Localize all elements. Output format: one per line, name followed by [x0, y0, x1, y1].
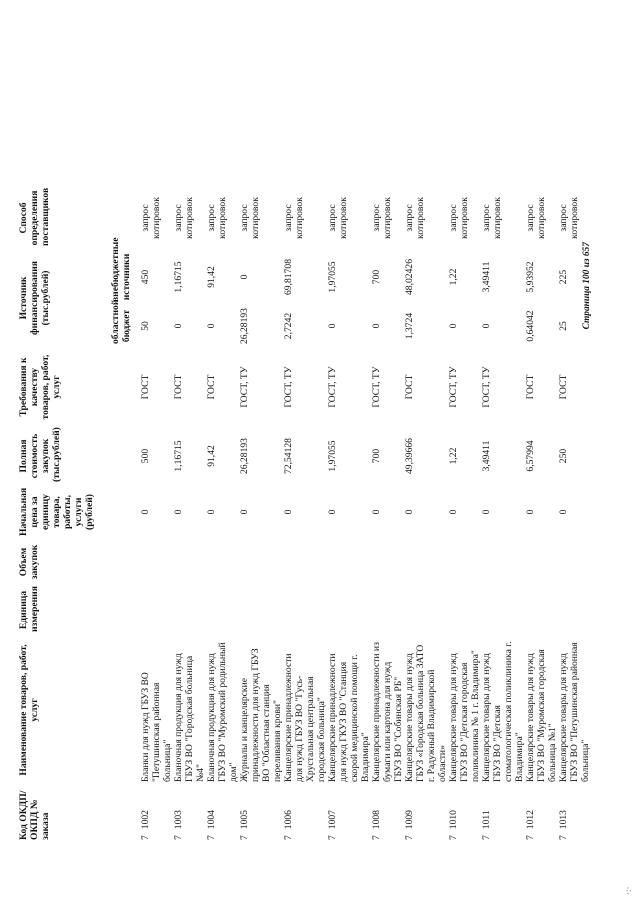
row-source-extra: 48,02426	[404, 259, 415, 295]
row-requirements: ГОСТ	[525, 374, 536, 400]
row-code-prefix: 7	[327, 835, 338, 840]
header-name: Наименование товаров, работ, услуг	[18, 644, 40, 776]
row-code-prefix: 7	[239, 835, 250, 840]
table-row	[206, 187, 239, 843]
row-source-extra: 450	[140, 269, 151, 285]
row-requirements: ГОСТ	[140, 374, 151, 400]
row-code	[371, 785, 404, 843]
row-full-cost: 26,28193	[239, 438, 250, 474]
row-volume	[481, 539, 525, 585]
row-full-cost: 700	[371, 448, 382, 464]
row-start-price: 0	[173, 509, 184, 515]
table-row	[371, 187, 404, 843]
row-code-prefix: 7	[448, 835, 459, 840]
row-unit	[448, 585, 481, 635]
row-source-regional: 0,64042	[525, 310, 536, 342]
row-start-price: 0	[206, 509, 217, 515]
row-start-price: 0	[558, 509, 569, 515]
row-start-price: 0	[140, 509, 151, 515]
row-requirements: ГОСТ	[206, 374, 217, 400]
table-row	[525, 187, 558, 843]
row-code-prefix: 7	[525, 835, 536, 840]
row-method: запрос котировок	[525, 197, 547, 239]
row-name: Журналы и канцелярские принадлежности для нужд ГБУЗ ВО "Областная станция переливания крови"	[239, 648, 283, 782]
row-number: 1003	[173, 810, 184, 830]
row-method: запрос котировок	[558, 197, 580, 239]
row-number: 1005	[239, 810, 250, 830]
row-volume	[283, 539, 327, 585]
row-code-prefix: 7	[481, 835, 492, 840]
row-number: 1010	[448, 810, 459, 830]
row-number: 1013	[558, 810, 569, 830]
row-name: Канцелярские товары для нужд ГБУЗ ВО "Муромская городская больница №1"	[525, 649, 558, 782]
row-source-extra: 91,42	[206, 266, 217, 288]
row-name: Канцелярские товары для нужд ГБУЗ ВО "Детская городская поликлиника № 1 г. Владимира"	[448, 650, 481, 782]
row-number: 1011	[481, 810, 492, 830]
row-volume	[525, 539, 558, 585]
row-volume	[206, 539, 239, 585]
row-start-price: 0	[481, 509, 492, 515]
row-source-regional: 26,28193	[239, 308, 250, 344]
row-method: запрос котировок	[173, 197, 195, 239]
header-volume: Объем закупок	[18, 544, 40, 580]
row-volume	[173, 539, 206, 585]
row-number: 1002	[140, 810, 151, 830]
table-row	[173, 187, 206, 843]
row-number: 1004	[206, 810, 217, 830]
table-row	[481, 187, 525, 843]
table-row	[448, 187, 481, 843]
row-start-price: 0	[404, 509, 415, 515]
row-start-price: 0	[525, 509, 536, 515]
row-start-price: 0	[327, 509, 338, 515]
row-method: запрос котировок	[283, 197, 305, 239]
row-source-regional: 0	[327, 323, 338, 329]
row-code-prefix: 7	[558, 835, 569, 840]
row-method: запрос котировок	[239, 197, 261, 239]
row-requirements: ГОСТ	[558, 374, 569, 400]
row-method: запрос котировок	[140, 197, 162, 239]
row-number: 1007	[327, 810, 338, 830]
row-name: Бланки для нужд ГБУЗ ВО "Петушинская районная больница"	[140, 672, 173, 782]
row-method: запрос котировок	[327, 197, 349, 239]
row-volume	[239, 539, 283, 585]
row-unit	[404, 585, 448, 635]
row-method: запрос котировок	[404, 197, 426, 239]
row-code-prefix: 7	[206, 835, 217, 840]
row-unit	[173, 585, 206, 635]
row-full-cost: 250	[558, 448, 569, 464]
row-code	[239, 785, 283, 843]
row-unit	[371, 585, 404, 635]
header-code: Код ОКДП/ ОКПД № заказа	[18, 790, 51, 840]
row-source-regional: 0	[371, 323, 382, 329]
row-name: Канцелярские принадлежности для нужд ГКУЗ ВО "Станция скорой медицинской помощи г. Владимира"	[327, 653, 371, 782]
row-volume	[371, 539, 404, 585]
row-source-extra: 700	[371, 269, 382, 285]
row-number: 1006	[283, 810, 294, 830]
row-code	[327, 785, 371, 843]
row-full-cost: 6,57994	[525, 440, 536, 472]
row-full-cost: 1,16715	[173, 440, 184, 472]
row-method: запрос котировок	[371, 197, 393, 239]
row-unit	[140, 585, 173, 635]
row-source-regional: 0	[173, 323, 184, 329]
row-code-prefix: 7	[404, 835, 415, 840]
row-source-extra: 1,16715	[173, 261, 184, 293]
row-code	[206, 785, 239, 843]
header-source-regional: областной бюджет	[110, 299, 132, 344]
row-requirements: ГОСТ, ТУ	[371, 366, 382, 408]
row-full-cost: 1,97055	[327, 440, 338, 472]
table-row	[239, 187, 283, 843]
row-start-price: 0	[448, 509, 459, 515]
row-method: запрос котировок	[206, 197, 228, 239]
row-code	[173, 785, 206, 843]
row-code	[283, 785, 327, 843]
row-number: 1012	[525, 810, 536, 830]
row-method: запрос котировок	[481, 197, 503, 239]
row-full-cost: 3,49411	[481, 440, 492, 472]
row-volume	[558, 539, 591, 585]
row-code-prefix: 7	[371, 835, 382, 840]
row-code	[481, 785, 525, 843]
row-source-extra: 5,93952	[525, 261, 536, 293]
row-requirements: ГОСТ, ТУ	[327, 366, 338, 408]
row-source-regional: 50	[140, 321, 151, 331]
row-requirements: ГОСТ, ТУ	[239, 366, 250, 408]
row-code-prefix: 7	[173, 835, 184, 840]
row-unit	[525, 585, 558, 635]
row-name: Канцелярские принадлежности для нужд ГБУЗ ВО "Гусь-Хрустальная центральная городская больница"	[283, 653, 327, 782]
row-full-cost: 1,22	[448, 447, 459, 465]
row-code	[404, 785, 448, 843]
header-source-extra: внебюджетные источники	[110, 237, 132, 302]
row-source-regional: 0	[206, 323, 217, 329]
row-start-price: 0	[239, 509, 250, 515]
row-source-extra: 1,97055	[327, 261, 338, 293]
row-requirements: ГОСТ, ТУ	[481, 366, 492, 408]
row-number: 1008	[371, 810, 382, 830]
row-source-extra: 225	[558, 269, 569, 285]
row-source-regional: 0	[481, 323, 492, 329]
row-unit	[283, 585, 327, 635]
row-start-price: 0	[283, 509, 294, 515]
row-source-regional: 1,3724	[404, 312, 415, 340]
row-volume	[140, 539, 173, 585]
row-start-price: 0	[371, 509, 382, 515]
row-name: Канцелярские товары для нужд ГБУЗ ВО "Детская стоматологическая поликлиника г. Владимира"	[481, 641, 525, 782]
row-requirements: ГОСТ	[404, 374, 415, 400]
header-start-price: Начальная цена за единицу товара, работы, услуги (рублей)	[18, 487, 95, 536]
row-unit	[558, 585, 591, 635]
row-code-prefix: 7	[140, 835, 151, 840]
header-requirements: Требования к качеству товаров, работ, услуг	[18, 354, 62, 420]
row-full-cost: 49,39666	[404, 438, 415, 474]
table-row	[327, 187, 371, 843]
row-requirements: ГОСТ	[173, 374, 184, 400]
row-code-prefix: 7	[283, 835, 294, 840]
page-footer: Страница 100 из 657	[582, 242, 592, 330]
row-volume	[448, 539, 481, 585]
row-number: 1009	[404, 810, 415, 830]
row-source-regional: 0	[448, 323, 459, 329]
row-code	[558, 785, 591, 843]
row-name: Канцелярские товары для нужд ГБУЗ «Городская больница ЗАТО г. Радужный Владимирской области»	[404, 644, 448, 782]
row-unit	[239, 585, 283, 635]
row-method: запрос котировок	[448, 197, 470, 239]
header-full-cost: Полная стоимость закупок (тыс.рублей)	[18, 427, 62, 482]
scan-mark-icon: ·:·	[623, 886, 633, 895]
row-unit	[481, 585, 525, 635]
row-name: Бланочная продукция для нужд ГБУЗ ВО "Городская больница №4"	[173, 653, 206, 782]
row-volume	[327, 539, 371, 585]
procurement-table	[18, 187, 591, 843]
row-source-extra: 3,49411	[481, 261, 492, 293]
row-code	[140, 785, 173, 843]
row-requirements: ГОСТ, ТУ	[283, 366, 294, 408]
table-body	[140, 187, 591, 843]
row-source-extra: 0	[239, 274, 250, 280]
table-row	[283, 187, 327, 843]
table-row	[140, 187, 173, 843]
row-source-regional: 25	[558, 321, 569, 331]
row-full-cost: 91,42	[206, 445, 217, 467]
row-full-cost: 500	[140, 448, 151, 464]
row-source-extra: 1,22	[448, 268, 459, 286]
row-name: Канцелярские принадлежности из бумаги или картона для нужд ГБУЗ ВО "Собинская РБ"	[371, 642, 404, 782]
table-row	[404, 187, 448, 843]
row-volume	[404, 539, 448, 585]
header-source: Источник финансирования (тыс.рублей)	[18, 261, 51, 335]
row-source-regional: 2,7242	[283, 312, 294, 340]
row-source-extra: 69,81708	[283, 259, 294, 295]
row-unit	[206, 585, 239, 635]
row-code	[448, 785, 481, 843]
header-method: Способ определения поставщиков	[18, 187, 51, 246]
row-code	[525, 785, 558, 843]
header-unit: Единица измерения	[18, 586, 40, 632]
row-requirements: ГОСТ, ТУ	[448, 366, 459, 408]
row-full-cost: 72,54128	[283, 438, 294, 474]
row-name: Канцелярские товары для нужд ГБУЗ ВО "Петушинская районная больница"	[558, 642, 591, 782]
row-name: Бланочная продукция для нужд ГБУЗ ВО "Муромский родильный дом"	[206, 642, 239, 782]
row-unit	[327, 585, 371, 635]
